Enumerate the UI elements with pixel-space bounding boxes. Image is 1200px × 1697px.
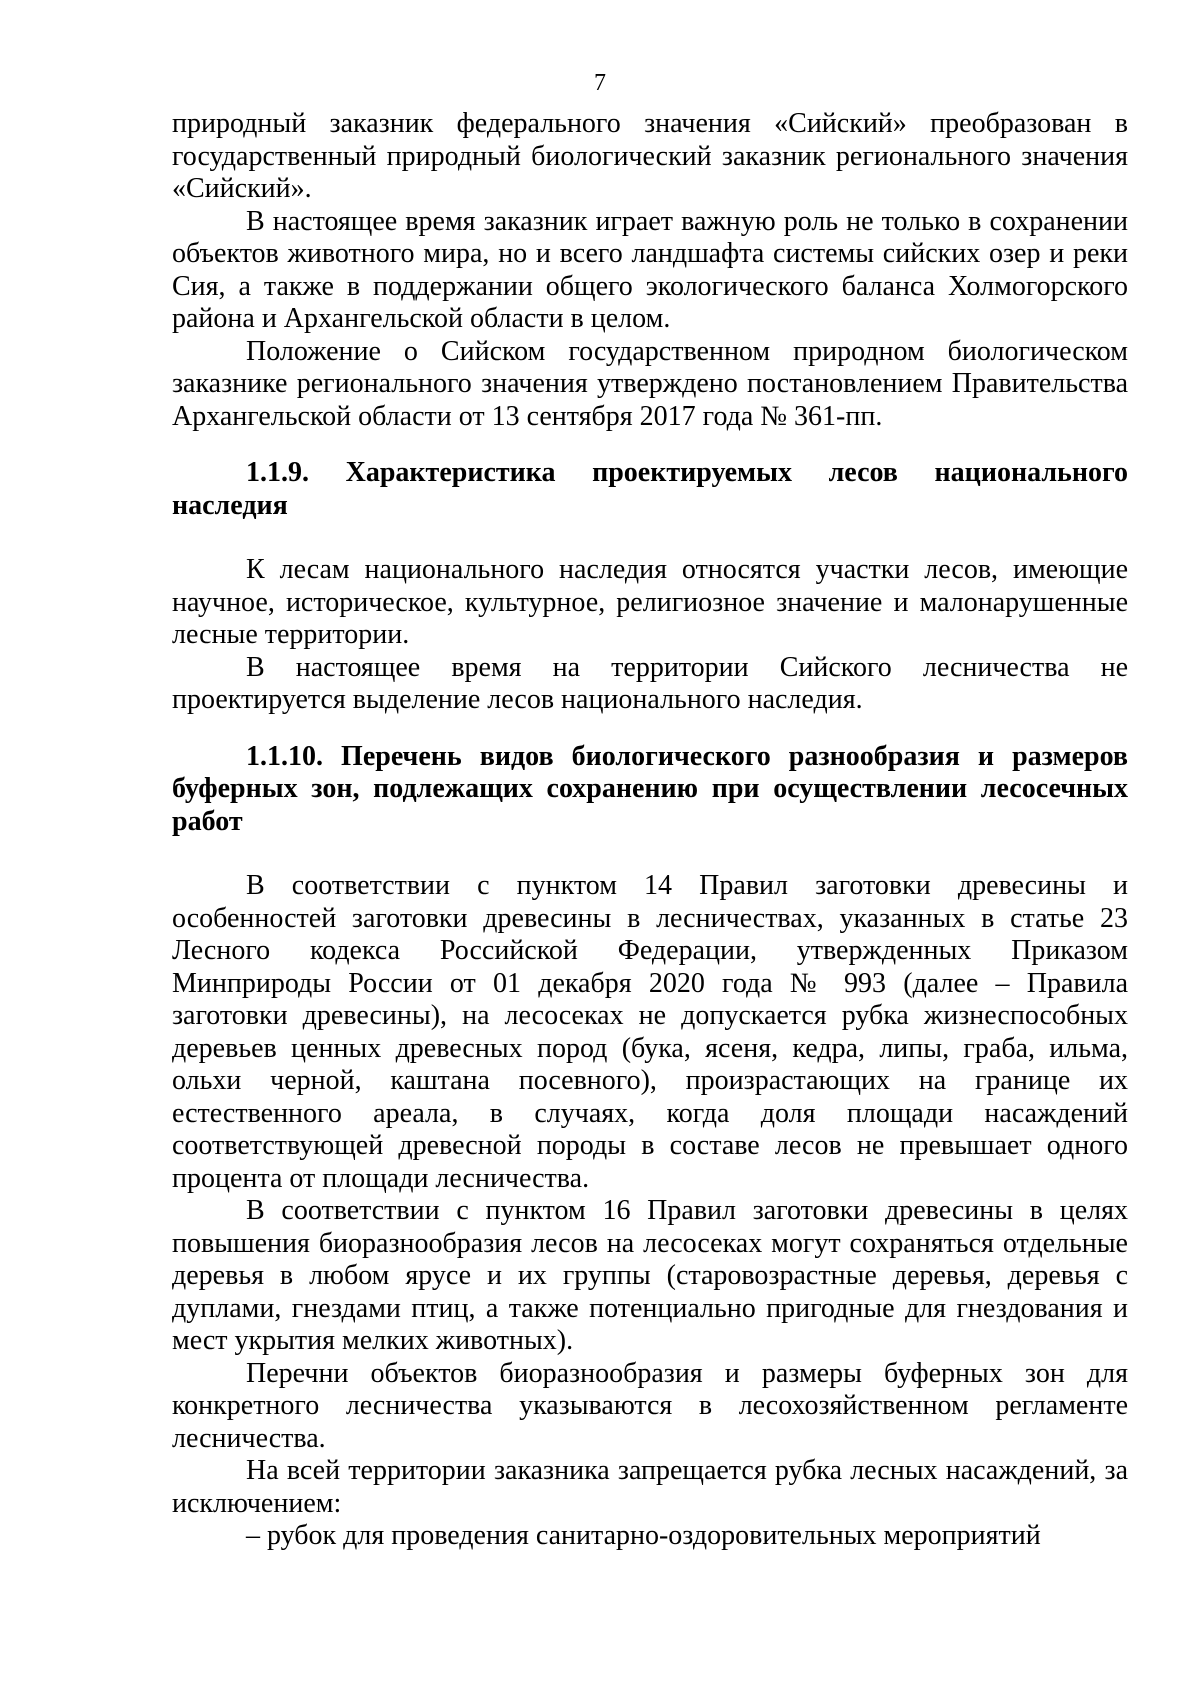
- paragraph: В соответствии с пунктом 14 Правил заготовки древесины и особенностей заготовки древесины в лесничествах, указанных в статье 23 Лесного кодекса Российской Федерации, утвержденных Приказом Минприроды России от 01 декабря 2020 года № 993 (далее – Правила заготовки древесины), на лесосеках не допускается рубка жизнеспособных деревьев ценных древесных пород (бука, ясеня, кедра, липы, граба, ильма, ольхи черной, каштана посевного), произрастающих на границе их естественного ареала, в случаях, когда доля площади насаждений соответствующей древесной породы в составе лесов не превышает одного процента от площади лесничества.: [172, 870, 1128, 1194]
- paragraph: На всей территории заказника запрещается рубка лесных насаждений, за исключением:: [172, 1455, 1128, 1519]
- paragraph: природный заказник федерального значения «Сийский» преобразован в государственный природный биологический заказник регионального значения «Сийский».: [172, 108, 1128, 204]
- list-item: – рубок для проведения санитарно-оздоровительных мероприятий: [246, 1520, 1041, 1551]
- paragraph: В настоящее время заказник играет важную роль не только в сохранении объектов животного мира, но и всего ландшафта системы сийских озер и реки Сия, а также в поддержании общего экологического баланса Холмогорского района и Архангельской области в целом.: [172, 205, 1128, 334]
- paragraph: В соответствии с пунктом 16 Правил заготовки древесины в целях повышения биоразнообразия лесов на лесосеках могут сохраняться отдельные деревья в любом ярусе и их группы (старовозрастные деревья, деревья с дуплами, гнездами птиц, а также потенциально пригодные для гнездования и мест укрытия мелких животных).: [172, 1195, 1128, 1356]
- paragraph: Положение о Сийском государственном природном биологическом заказнике регионального значения утверждено постановлением Правительства Архангельской области от 13 сентября 2017 года № 361-пп.: [172, 335, 1128, 432]
- paragraph: Перечни объектов биоразнообразия и размеры буферных зон для конкретного лесничества указываются в лесохозяйственном регламенте лесничества.: [172, 1357, 1128, 1454]
- page-number: 7: [594, 70, 606, 96]
- section-heading-1-1-10: 1.1.10. Перечень видов биологического разнообразия и размеров буферных зон, подлежащих сохранению при осуществлении лесосечных работ: [172, 740, 1128, 837]
- paragraph: К лесам национального наследия относятся участки лесов, имеющие научное, историческое, культурное, религиозное значение и малонарушенные лесные территории.: [172, 554, 1128, 650]
- document-body: [172, 108, 1128, 1553]
- section-heading-1-1-9: 1.1.9. Характеристика проектируемых лесов национального наследия: [172, 457, 1128, 521]
- paragraph: В настоящее время на территории Сийского лесничества не проектируется выделение лесов национального наследия.: [172, 651, 1128, 715]
